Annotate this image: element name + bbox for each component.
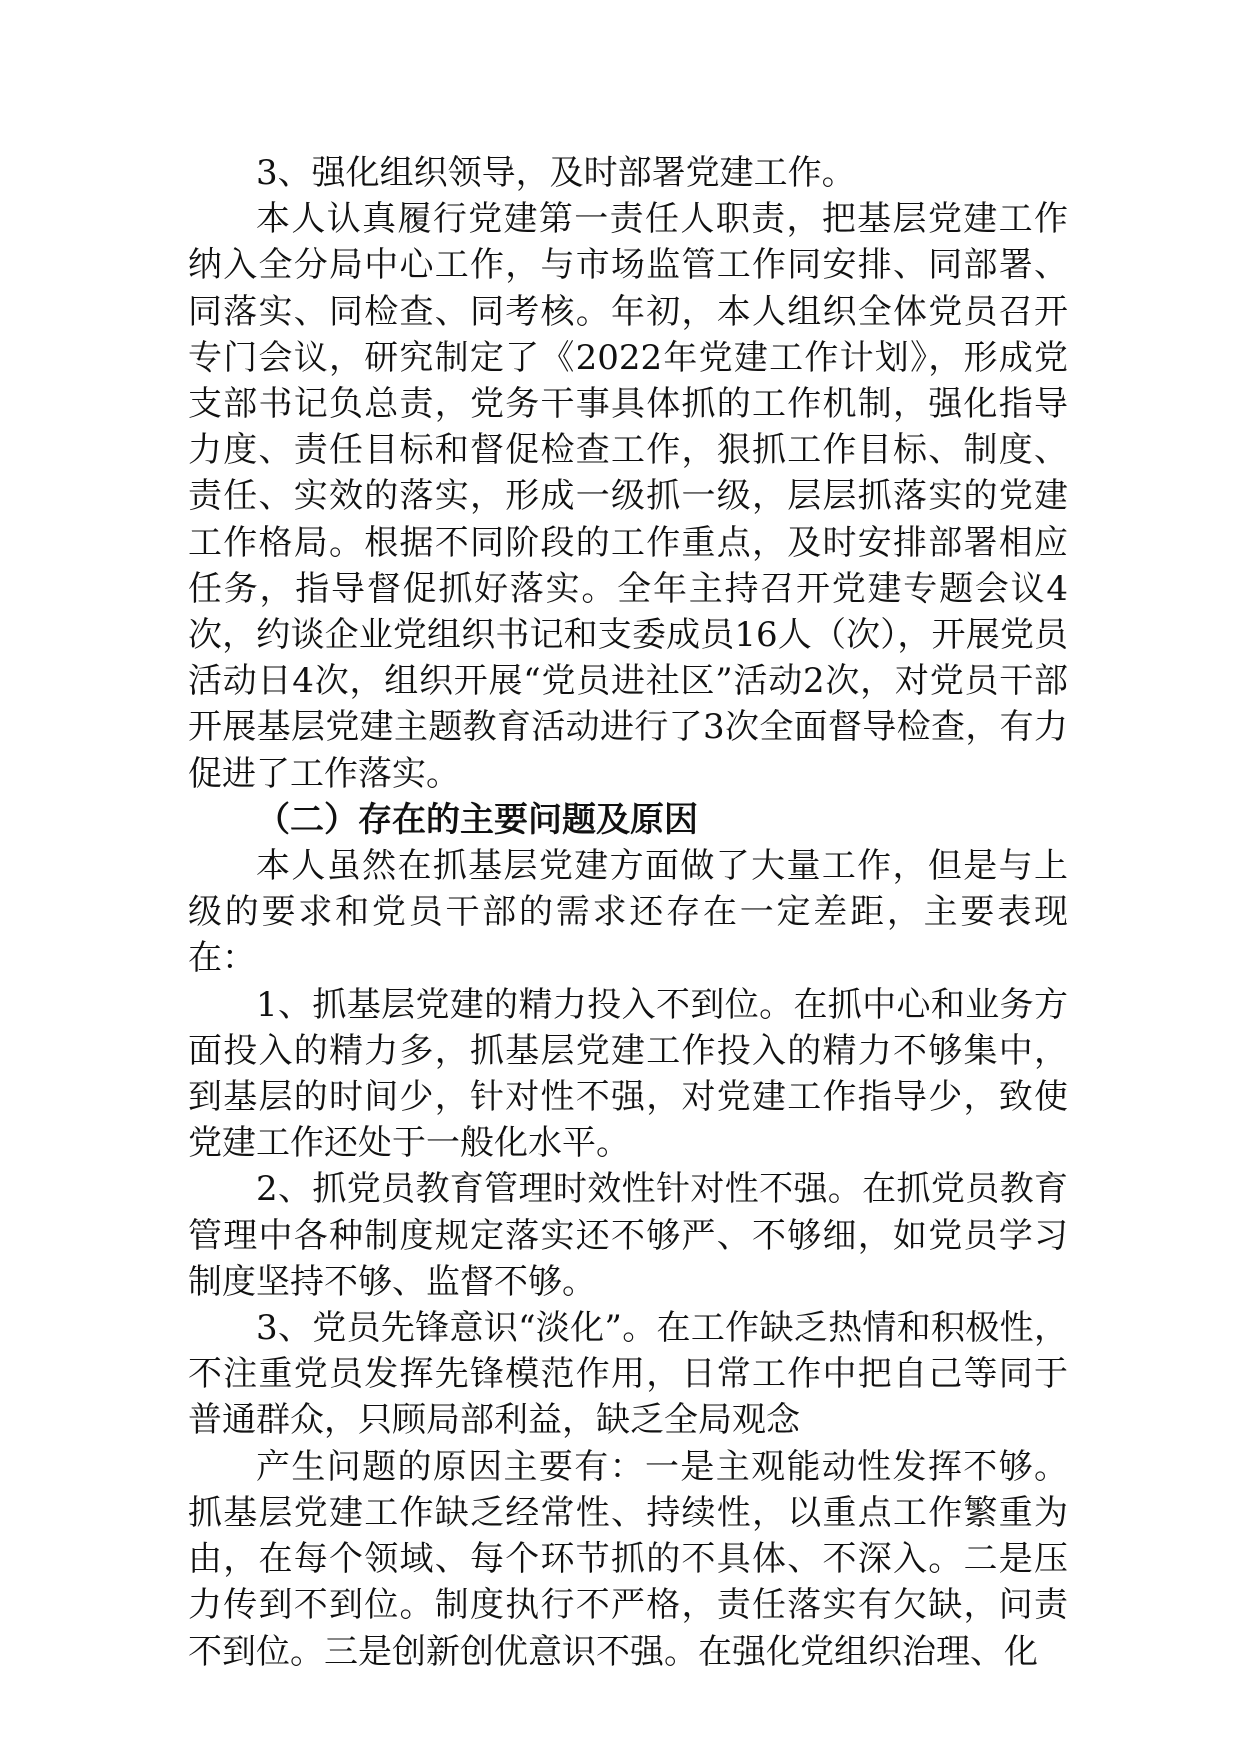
paragraph-problem-3: 3、党员先锋意识“淡化”。在工作缺乏热情和积极性，不注重党员发挥先锋模范作用，日常工作中把自己等同于普通群众，只顾局部利益，缺乏全局观念 — [188, 1308, 1068, 1441]
paragraph-problem-1: 1、抓基层党建的精力投入不到位。在抓中心和业务方面投入的精力多，抓基层党建工作投入的精力不够集中，到基层的时间少，针对性不强，对党建工作指导少，致使党建工作还处于一般化水平。 — [188, 984, 1068, 1164]
section-heading-problems-and-causes: （二）存在的主要问题及原因 — [256, 799, 698, 840]
document-body — [188, 150, 1068, 1675]
paragraph-problems-intro: 本人虽然在抓基层党建方面做了大量工作，但是与上级的要求和党员干部的需求还存在一定差距，主要表现在： — [188, 846, 1068, 979]
paragraph-causes: 产生问题的原因主要有：一是主观能动性发挥不够。抓基层党建工作缺乏经常性、持续性，以重点工作繁重为由，在每个领域、每个环节抓的不具体、不深入。二是压力传到不到位。制度执行不严格，责任落实有欠缺，问责不到位。三是创新创优意识不强。在强化党组织治理、化 — [188, 1446, 1068, 1672]
paragraph-problem-2: 2、抓党员教育管理时效性针对性不强。在抓党员教育管理中各种制度规定落实还不够严、不够细，如党员学习制度坚持不够、监督不够。 — [188, 1169, 1068, 1302]
paragraph-item-3-organization-leadership: 3、强化组织领导，及时部署党建工作。 — [256, 153, 856, 193]
paragraph-party-building-duties: 本人认真履行党建第一责任人职责，把基层党建工作纳入全分局中心工作，与市场监管工作同安排、同部署、同落实、同检查、同考核。年初，本人组织全体党员召开专门会议，研究制定了《2022年党建工作计划》，形成党支部书记负总责，党务干事具体抓的工作机制，强化指导力度、责任目标和督促检查工作，狠抓工作目标、制度、责任、实效的落实，形成一级抓一级，层层抓落实的党建工作格局。根据不同阶段的工作重点，及时安排部署相应任务，指导督促抓好落实。全年主持召开党建专题会议4次，约谈企业党组织书记和支委成员16人（次），开展党员活动日4次，组织开展“党员进社区”活动2次，对党员干部开展基层党建主题教育活动进行了3次全面督导检查，有力促进了工作落实。 — [188, 199, 1068, 794]
